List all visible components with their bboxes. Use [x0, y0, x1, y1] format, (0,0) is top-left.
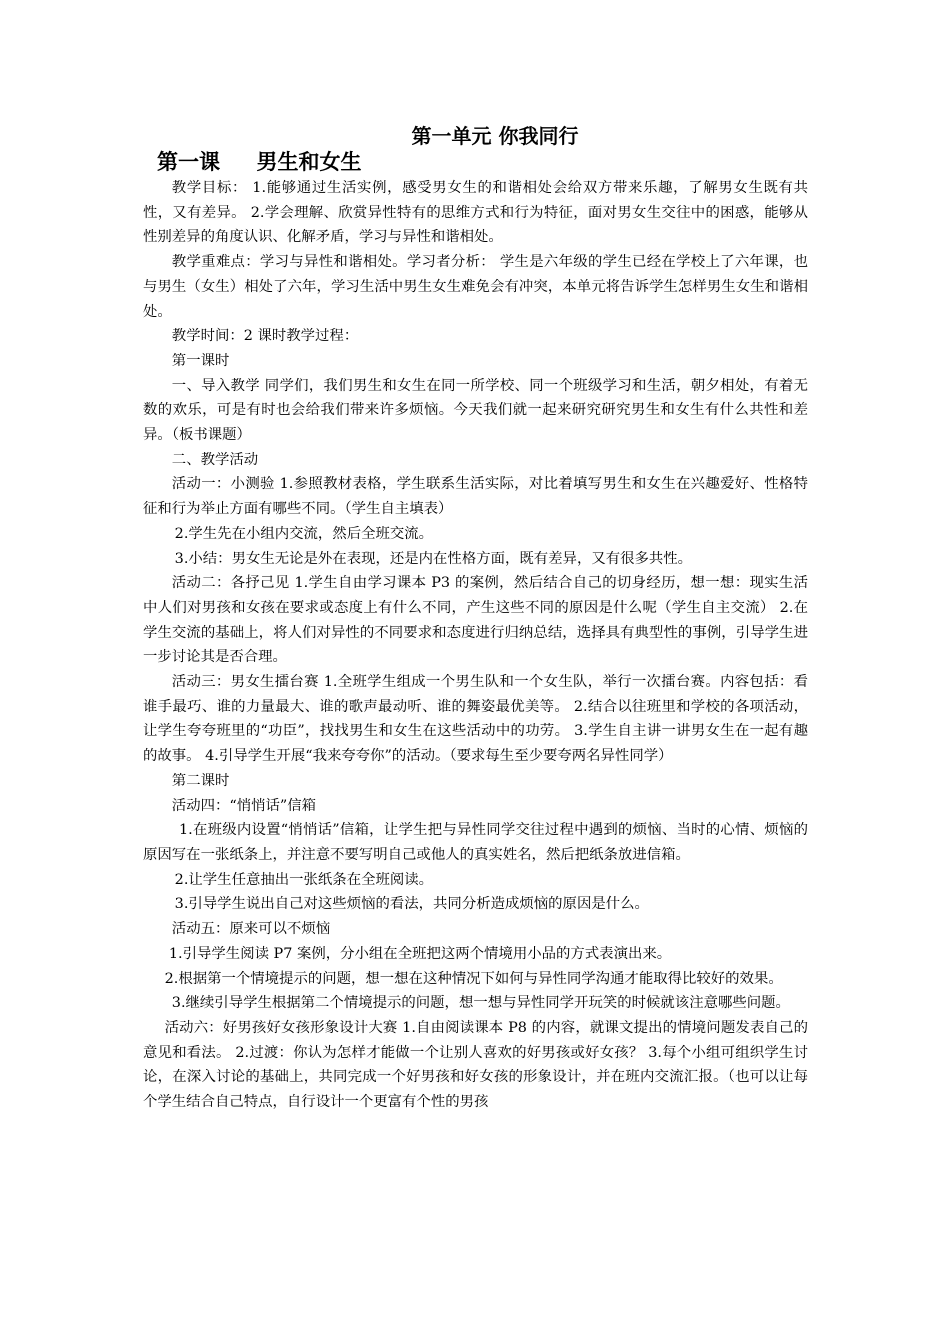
paragraph-second-lesson: 第二课时 [171, 772, 230, 789]
paragraph-activity-four-step-2: 2.让学生任意抽出一张纸条在全班阅读。 [174, 871, 434, 888]
paragraph-activities-heading: 二、教学活动 [171, 451, 259, 468]
paragraph-activity-four-step-1: 1.在班级内设置“悄悄话”信箱，让学生把与异性同学交往过程中遇到的烦恼、当时的心情、烦恼的原因写在一张纸条上，并注意不要写明自己或他人的真实姓名，然后把纸条放进信箱。 [143, 822, 808, 863]
paragraph-activity-six: 活动六：好男孩好女孩形象设计大赛 1.自由阅读课本 P8 的内容，就课文提出的情境问题发表自己的意见和看法。 2.过渡：你认为怎样才能做一个让别人喜欢的好男孩或好女孩？ 3.每个小组可组织学生讨论，在深入讨论的基础上，共同完成一个好男孩和好女孩的形象设计，并在班内交流汇报。（也可以让每个学生结合自己特点，自行设计一个更富有个性的男孩 [143, 1019, 808, 1111]
unit-title: 第一单元 你我同行 [411, 124, 579, 148]
paragraph-activity-five: 活动五：原来可以不烦恼 [171, 921, 331, 938]
paragraph-activity-one-step-2: 2.学生先在小组内交流，然后全班交流。 [174, 525, 434, 542]
paragraph-first-lesson: 第一课时 [171, 352, 230, 369]
paragraph-introduction: 一、导入教学 同学们，我们男生和女生在同一所学校、同一个班级学习和生活，朝夕相处，有着无数的欢乐，可是有时也会给我们带来许多烦恼。今天我们就一起来研究研究男生和女生有什么共性和差异。（板书课题） [143, 377, 808, 444]
paragraph-activity-five-step-3: 3.继续引导学生根据第二个情境提示的问题，想一想与异性同学开玩笑的时候就该注意哪些问题。 [171, 995, 790, 1012]
paragraph-activity-four-step-3: 3.引导学生说出自己对这些烦恼的看法，共同分析造成烦恼的原因是什么。 [174, 896, 649, 913]
paragraph-activity-two: 活动二：各抒己见 1.学生自由学习课本 P3 的案例，然后结合自己的切身经历，想一想：现实生活中人们对男孩和女孩在要求或态度上有什么不同，产生这些不同的原因是什么呢（学生自主交流） 2.在学生交流的基础上，将人们对异性的不同要求和态度进行归纳总结，选择具有典型性的事例，引导学生进一步讨论其是否合理。 [143, 575, 808, 666]
paragraph-activity-one-summary: 3.小结：男女生无论是外在表现，还是内在性格方面，既有差异，又有很多共性。 [174, 550, 693, 567]
paragraph-activity-five-step-1: 1.引导学生阅读 P7 案例，分小组在全班把这两个情境用小品的方式表演出来。 [168, 945, 672, 962]
paragraph-activity-five-step-2: 2.根据第一个情境提示的问题，想一想在这种情况下如何与异性同学沟通才能取得比较好的效果。 [164, 970, 783, 987]
document-body [143, 176, 808, 1115]
paragraph-activity-one: 活动一：小测验 1.参照教材表格，学生联系生活实际，对比着填写男生和女生在兴趣爱好、性格特征和行为举止方面有哪些不同。（学生自主填表） [143, 476, 808, 518]
paragraph-activity-three: 活动三：男女生擂台赛 1.全班学生组成一个男生队和一个女生队，举行一次擂台赛。内容包括：看谁手最巧、谁的力量最大、谁的歌声最动听、谁的舞姿最优美等。 2.结合以往班里和学校的各项活动，让学生夸夸班里的“功臣”，找找男生和女生在这些活动中的功劳。 3.学生自主讲一讲男女生在一起有趣的故事。 4.引导学生开展“我来夸夸你”的活动。（要求每生至少要夸两名异性同学） [143, 674, 808, 765]
paragraph-teaching-goals: 教学目标： 1.能够通过生活实例，感受男女生的和谐相处会给双方带来乐趣，了解男女生既有共性，又有差异。 2.学会理解、欣赏异性特有的思维方式和行为特征，面对男女生交往中的困惑，能够从性别差异的角度认识、化解矛盾，学习与异性和谐相处。 [143, 180, 808, 246]
paragraph-activity-four: 活动四：“悄悄话”信箱 [171, 797, 317, 814]
paragraph-key-points: 教学重难点：学习与异性和谐相处。学习者分析： 学生是六年级的学生已经在学校上了六年课，也与男生（女生）相处了六年，学习生活中男生女生难免会有冲突，本单元将告诉学生怎样男生女生和谐相处。 [143, 254, 808, 320]
lesson-title: 第一课 男生和女生 [157, 150, 362, 174]
paragraph-teaching-time: 教学时间：2 课时教学过程： [171, 328, 359, 345]
